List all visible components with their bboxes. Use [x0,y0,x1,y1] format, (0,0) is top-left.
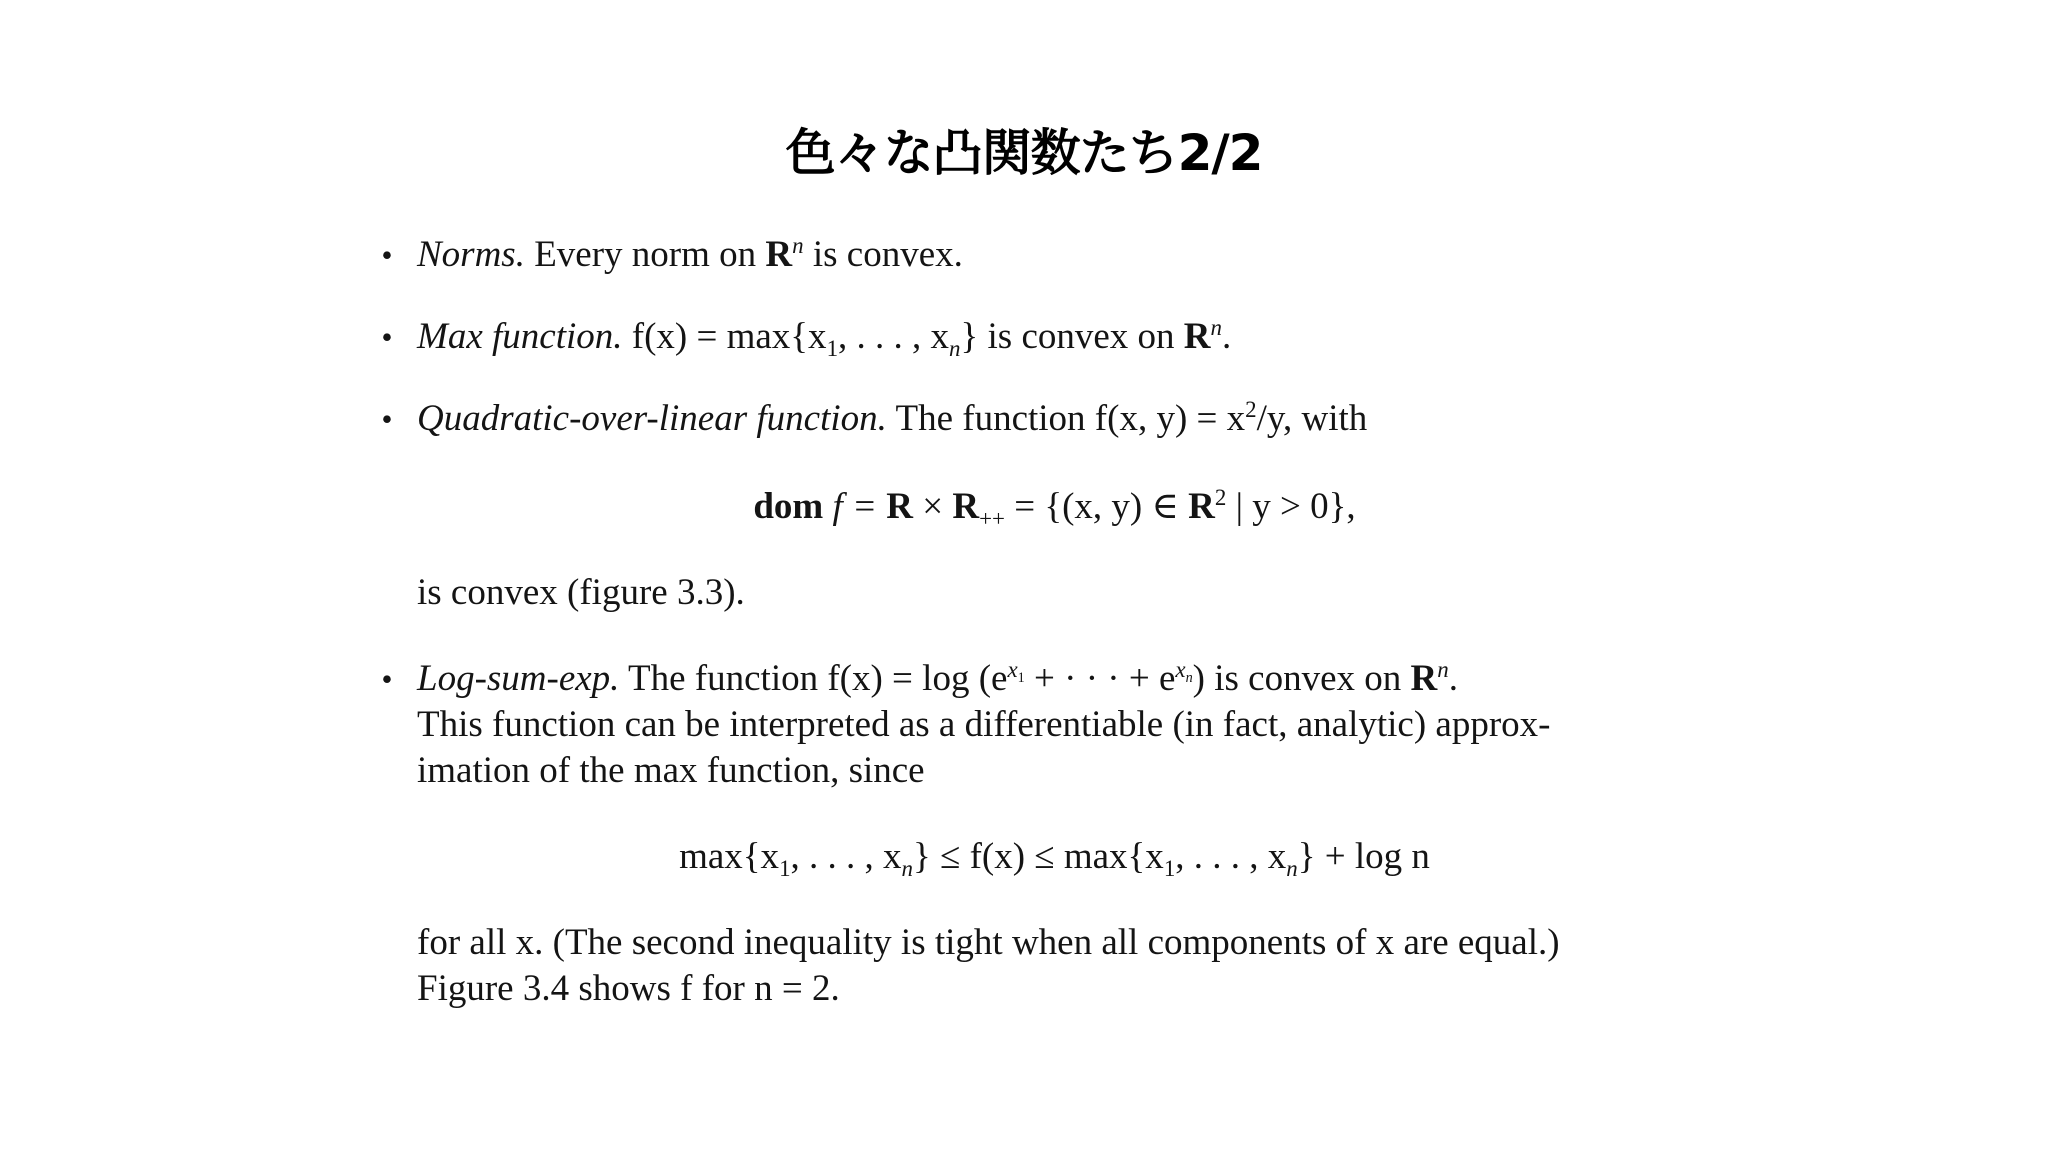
math-sup: 2 [1245,396,1257,422]
math-sub: n [1185,670,1193,687]
math-sub: 1 [779,856,791,882]
math-R: R [1410,658,1438,699]
term-norms: Norms. [417,234,525,275]
math: = {(x, y) ∈ [1004,486,1189,527]
math: } + log n [1297,836,1430,877]
math: x [1007,656,1018,682]
math-sub: 1 [826,336,839,362]
math: x [1175,656,1186,682]
math: f(x) = max{x [622,316,827,357]
math: f = [823,486,887,527]
display-equation-max [417,834,1692,880]
math-sup: n [1437,656,1449,682]
math-sub: n [901,856,913,882]
bullet-icon: • [381,237,393,273]
math-dom: dom [753,486,824,527]
paragraph-quadratic-after: is convex (figure 3.3). [417,572,745,613]
math-R: R [886,486,913,527]
math-sub: 1 [1163,856,1176,882]
slide-title: 色々な凸関数たち2/2 [785,124,1263,182]
paragraph-lse-after [377,920,1692,1012]
text: + · · · + e [1024,658,1176,699]
list-item-quadratic [377,396,1732,442]
display-equation-dom [417,484,1692,530]
term-log-sum-exp: Log-sum-exp. [417,658,620,699]
lse-line-2: This function can be interpreted as a differentiable (in fact, analytic) approx- [417,704,1551,745]
math: max{x [679,836,780,877]
text: . [1222,316,1232,357]
bullet-icon: • [381,401,393,437]
math: | y > 0}, [1226,486,1356,527]
text: is convex. [803,234,963,275]
term-max: Max function. [417,316,623,357]
math-R: R [1188,486,1215,527]
math-R: R [1183,316,1211,357]
math-sup: n [792,232,804,258]
lse-line-1 [417,656,1732,702]
list-item-norms [377,232,1732,278]
math: } ≤ f(x) ≤ max{x [913,836,1164,877]
math: , . . . , x [1175,836,1287,877]
text: The function f(x) = log (e [619,658,1008,699]
math-sub: 1 [1017,670,1025,687]
bullet-icon: • [381,319,393,355]
text: /y, with [1256,398,1368,439]
math-R: R [765,234,793,275]
math-sub: ++ [979,506,1005,532]
text: } is convex on [960,316,1184,357]
math-sup: n [1210,314,1222,340]
term-quadratic: Quadratic-over-linear function. [417,398,887,439]
math: × [912,486,953,527]
list-item-log-sum-exp [377,656,1732,794]
math-sup: 2 [1214,484,1227,510]
math: , . . . , x [790,836,902,877]
math-sub: n [1286,856,1298,882]
math: , . . . , x [838,316,950,357]
list-item-max [377,314,1732,360]
text: The function f(x, y) = x [886,398,1246,439]
math-sub: n [949,336,961,362]
text: . [1448,658,1458,699]
math-R: R [952,486,980,527]
lse-after-line-1: for all x. (The second inequality is tight when all components of x are equal.) [417,922,1560,963]
text: Every norm on [524,234,766,275]
bullet-icon: • [381,661,393,697]
text: ) is convex on [1192,658,1411,699]
lse-after-line-2: Figure 3.4 shows f for n = 2. [417,968,840,1009]
lse-line-3: imation of the max function, since [417,750,925,791]
